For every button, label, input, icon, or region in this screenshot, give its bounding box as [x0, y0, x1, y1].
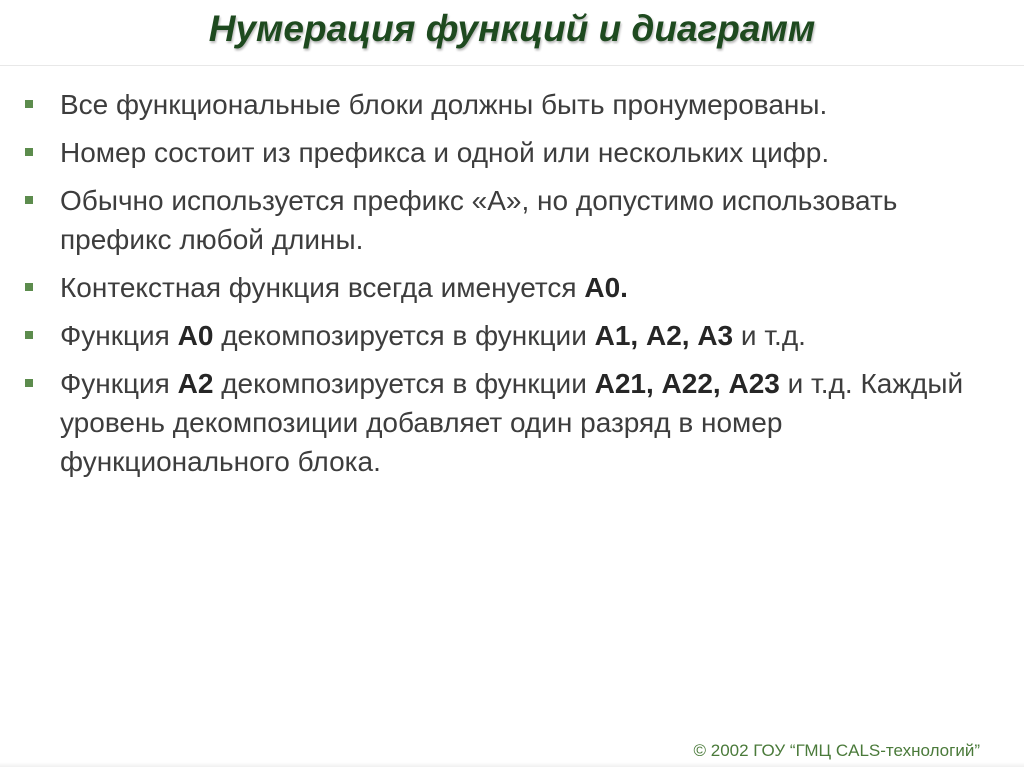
bullet-item	[24, 85, 994, 124]
text-fragment: Обычно используется префикс «А», но допустимо использовать префикс любой длины.	[60, 185, 898, 255]
bullet-text	[60, 320, 806, 351]
footer-copyright: © 2002 ГОУ “ГМЦ CALS-технологий”	[693, 741, 980, 760]
square-bullet-icon	[25, 196, 33, 204]
bottom-edge-shadow	[0, 762, 1024, 767]
title-divider	[0, 65, 1024, 66]
bullet-item	[24, 364, 994, 481]
text-fragment: Все функциональные блоки должны быть пронумерованы.	[60, 89, 828, 120]
bullet-item	[24, 181, 994, 259]
bullet-item	[24, 316, 994, 355]
bullet-text	[60, 137, 829, 168]
text-fragment: декомпозируется в функции	[213, 368, 595, 399]
text-fragment: Функция	[60, 320, 178, 351]
text-fragment: и т.д. Каждый уровень декомпозиции добавляет один разряд в номер функционального блока.	[60, 368, 964, 477]
bullet-text	[60, 185, 897, 255]
square-bullet-icon	[25, 283, 33, 291]
bold-term: А0.	[584, 272, 628, 303]
text-fragment: Функция	[60, 368, 178, 399]
bold-term: А1, А2, А3	[594, 320, 734, 351]
slide-title: Нумерация функций и диаграмм	[208, 8, 816, 49]
bullet-item	[24, 133, 994, 172]
bullet-text	[60, 368, 963, 477]
text-fragment: Контекстная функция всегда именуется	[60, 272, 585, 303]
bullet-list	[24, 85, 994, 490]
text-fragment: Номер состоит из префикса и одной или нескольких цифр.	[60, 137, 830, 168]
text-fragment: и т.д.	[733, 320, 806, 351]
bold-term: А0	[177, 320, 214, 351]
square-bullet-icon	[25, 379, 33, 387]
square-bullet-icon	[25, 331, 33, 339]
bold-term: А21, А22, А23	[594, 368, 780, 399]
bullet-item	[24, 268, 994, 307]
bullet-text	[60, 89, 827, 120]
bold-term: А2	[177, 368, 214, 399]
text-fragment: декомпозируется в функции	[213, 320, 595, 351]
square-bullet-icon	[25, 100, 33, 108]
square-bullet-icon	[25, 148, 33, 156]
bullet-text	[60, 272, 628, 303]
